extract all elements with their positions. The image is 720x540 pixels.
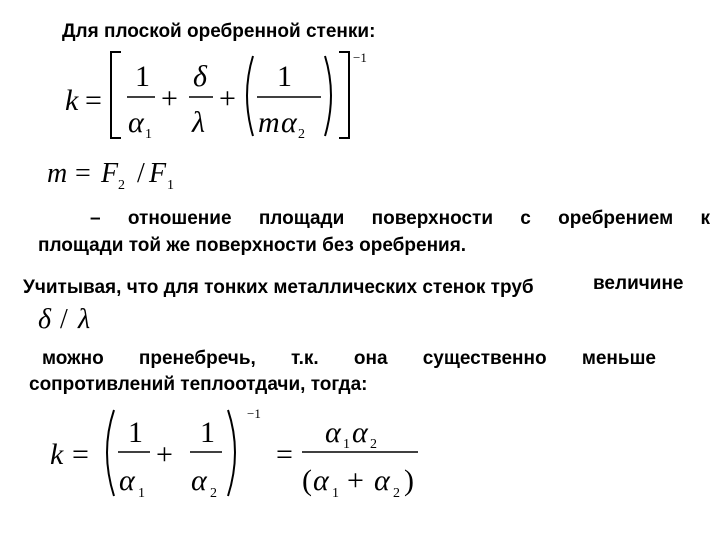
- f1-left-bracket: [111, 52, 121, 138]
- f1-right-paren: [325, 56, 331, 136]
- f3-num-sub2: 2: [370, 437, 377, 452]
- para1-word: оребрением: [558, 208, 674, 229]
- para1-word: площади: [258, 208, 345, 229]
- f3-sub1: 1: [138, 486, 145, 501]
- para1-line2: площади той же поверхности без оребрения.: [38, 235, 467, 256]
- para1-word: –: [90, 208, 101, 229]
- f1-num3: 1: [277, 60, 292, 93]
- para3-line2: сопротивлений теплоотдачи, тогда:: [29, 374, 368, 395]
- f3-den-lparen: (: [302, 464, 312, 497]
- para3-word: можно: [42, 348, 104, 369]
- f1-lambda: λ: [192, 106, 205, 139]
- f1-exponent: −1: [353, 50, 367, 65]
- f3-den-alpha2: α: [374, 464, 390, 497]
- para2-line1: Учитывая, что для тонких металлических стенок труб: [23, 277, 534, 298]
- f3-right-paren: [228, 410, 235, 496]
- f1-num1: 1: [135, 60, 150, 93]
- f1-left-paren: [247, 56, 253, 136]
- ratio-lambda: λ: [78, 304, 91, 335]
- heading: Для плоской оребренной стенки:: [62, 21, 376, 42]
- f1-plus2: +: [219, 82, 236, 115]
- f1-alpha1: α: [128, 106, 144, 139]
- f2-eq: =: [75, 158, 91, 189]
- para1-word: поверхности: [371, 208, 493, 229]
- f1-sub2: 2: [298, 127, 305, 142]
- para2-cut-word: величине: [593, 273, 684, 294]
- f1-alpha2: α: [281, 106, 297, 139]
- f3-alpha1: α: [119, 464, 135, 497]
- para1-word: отношение: [127, 208, 232, 229]
- f3-den-alpha1: α: [313, 464, 329, 497]
- f1-sub1: 1: [145, 127, 152, 142]
- f3-exponent: −1: [247, 406, 261, 421]
- formula1-terms: [65, 50, 367, 142]
- formula-thin-wall: [40, 400, 450, 510]
- f3-num-alpha2: α: [352, 416, 368, 449]
- formula-delta-over-lambda: [36, 300, 116, 336]
- f3-num-alpha1: α: [325, 416, 341, 449]
- f3-den-sub1: 1: [332, 486, 339, 501]
- f3-den-sub2: 2: [393, 486, 400, 501]
- para3-word: меньше: [581, 348, 656, 369]
- ratio-slash: /: [60, 304, 68, 335]
- formula-m-definition: [45, 152, 195, 194]
- para3-word: пренебречь,: [138, 348, 256, 369]
- f3-alpha2: α: [191, 464, 207, 497]
- f2-F2: F: [101, 158, 119, 189]
- f2-sub1: 1: [167, 178, 174, 193]
- f3-num2: 1: [200, 416, 215, 449]
- f3-k: k: [50, 438, 64, 471]
- f2-sub2: 2: [118, 178, 125, 193]
- f1-plus1: +: [161, 82, 178, 115]
- f2-F1: F: [149, 158, 167, 189]
- para3-word: она: [353, 348, 388, 369]
- f3-den-plus: +: [347, 464, 364, 497]
- f3-left-paren: [107, 410, 114, 496]
- formula-ribbed-wall: [55, 48, 385, 158]
- f1-eq: =: [85, 84, 102, 117]
- ratio-delta: δ: [38, 304, 52, 335]
- f1-m: m: [258, 106, 280, 139]
- para1-word: к: [700, 208, 710, 229]
- f3-den-rparen: ): [404, 464, 414, 497]
- f3-sub2: 2: [210, 486, 217, 501]
- para3-word: существенно: [422, 348, 547, 369]
- para1-line1: [90, 207, 710, 231]
- para3-word: т.к.: [290, 348, 319, 369]
- f3-num1: 1: [128, 416, 143, 449]
- para3-line1: [42, 347, 656, 371]
- para1-word: с: [520, 208, 531, 229]
- f2-m: m: [47, 158, 68, 189]
- f1-right-bracket: [339, 52, 349, 138]
- f3-num-sub1: 1: [343, 437, 350, 452]
- f3-plus1: +: [156, 438, 173, 471]
- f3-eq1: =: [72, 438, 89, 471]
- f1-delta: δ: [193, 60, 207, 93]
- f3-eq2: =: [276, 438, 293, 471]
- f2-slash: /: [137, 158, 145, 189]
- f1-k: k: [65, 84, 79, 117]
